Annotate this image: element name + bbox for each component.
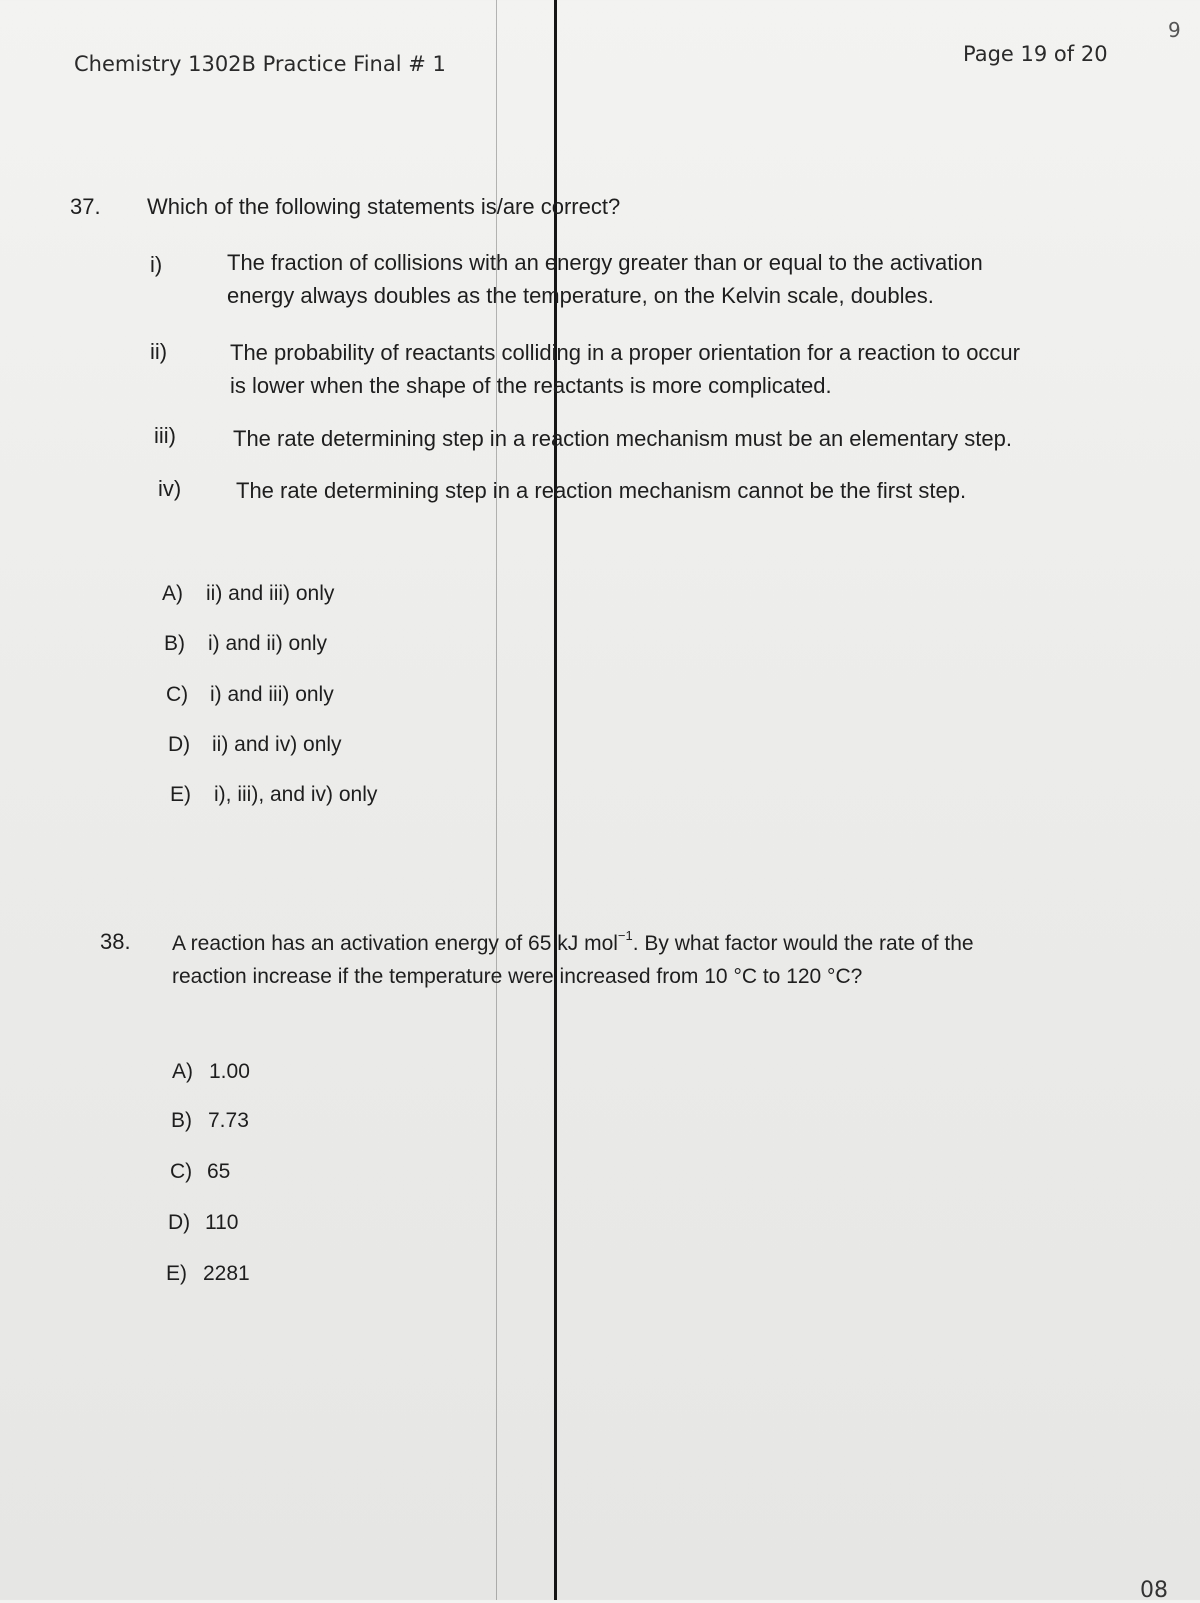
option-text: 7.73 bbox=[208, 1109, 249, 1132]
question-37-text: Which of the following statements is/are correct? bbox=[147, 194, 621, 219]
statement-line: is lower when the shape of the reactants is more complicated. bbox=[230, 373, 832, 398]
option-text: i) and iii) only bbox=[210, 683, 334, 706]
course-title: Chemistry 1302B Practice Final # 1 bbox=[74, 52, 446, 76]
option-letter: C) bbox=[166, 683, 189, 706]
statement-line: The rate determining step in a reaction mechanism must be an elementary step. bbox=[233, 426, 1012, 451]
statement-i-label: i) bbox=[150, 252, 163, 277]
statement-iii-text bbox=[233, 422, 1012, 455]
option-letter: D) bbox=[168, 1211, 191, 1234]
option-letter: A) bbox=[162, 582, 183, 605]
option-letter: C) bbox=[170, 1160, 193, 1183]
option-text: ii) and iv) only bbox=[212, 733, 342, 756]
q38-superscript: −1 bbox=[617, 928, 633, 943]
q37-option-c bbox=[166, 683, 334, 707]
option-letter: E) bbox=[166, 1262, 187, 1285]
statement-ii-label: ii) bbox=[150, 339, 168, 364]
option-text: 1.00 bbox=[209, 1060, 250, 1083]
statement-iv-label: iv) bbox=[158, 476, 182, 501]
option-text: 110 bbox=[205, 1211, 239, 1234]
bleed-through-text bbox=[660, 195, 666, 218]
option-text: i) and ii) only bbox=[208, 632, 328, 655]
statement-i-text bbox=[227, 246, 983, 312]
option-letter: A) bbox=[172, 1060, 193, 1083]
option-text: ii) and iii) only bbox=[206, 582, 335, 605]
statement-iii-label: iii) bbox=[154, 423, 176, 448]
option-letter: D) bbox=[168, 733, 191, 756]
page-number: Page 19 of 20 bbox=[963, 42, 1108, 66]
corner-page-mark: 08 bbox=[1140, 1578, 1168, 1603]
option-letter: B) bbox=[164, 632, 185, 655]
fold-line bbox=[496, 0, 497, 1600]
statement-line: energy always doubles as the temperature, on the Kelvin scale, doubles. bbox=[227, 283, 934, 308]
q38-option-b bbox=[171, 1109, 249, 1133]
question-38-line-1 bbox=[172, 927, 974, 960]
q37-option-d bbox=[168, 733, 342, 757]
option-text: 2281 bbox=[203, 1262, 250, 1285]
statement-line: The rate determining step in a reaction mechanism cannot be the first step. bbox=[236, 478, 967, 503]
q38-option-a bbox=[172, 1060, 250, 1084]
q38-option-e bbox=[166, 1262, 250, 1286]
q37-option-e bbox=[170, 783, 377, 807]
statement-line: The probability of reactants colliding in a proper orientation for a reaction to occur bbox=[230, 340, 1020, 365]
q38-text-post: . By what factor would the rate of the bbox=[632, 932, 974, 955]
q37-option-b bbox=[164, 632, 327, 656]
vertical-pen-line bbox=[554, 0, 557, 1600]
q38-option-d bbox=[168, 1211, 238, 1235]
option-letter: E) bbox=[170, 783, 191, 806]
statement-line: The fraction of collisions with an energy greater than or equal to the activation bbox=[227, 250, 983, 275]
question-38-line-2: reaction increase if the temperature were increased from 10 °C to 120 °C? bbox=[172, 965, 863, 988]
option-letter: B) bbox=[171, 1109, 192, 1132]
q38-option-c bbox=[170, 1160, 230, 1184]
statement-ii-text bbox=[230, 336, 1020, 402]
statement-iv-text bbox=[236, 474, 966, 507]
q38-text-pre: A reaction has an activation energy of 65 kJ mol bbox=[172, 932, 618, 955]
question-38-text bbox=[172, 927, 974, 993]
question-38-number: 38. bbox=[100, 929, 131, 954]
option-text: 65 bbox=[207, 1160, 231, 1183]
q37-option-a bbox=[162, 582, 334, 606]
question-37-number: 37. bbox=[70, 194, 101, 219]
corner-handwritten-mark: 9 bbox=[1168, 18, 1181, 42]
option-text: i), iii), and iv) only bbox=[214, 783, 378, 806]
